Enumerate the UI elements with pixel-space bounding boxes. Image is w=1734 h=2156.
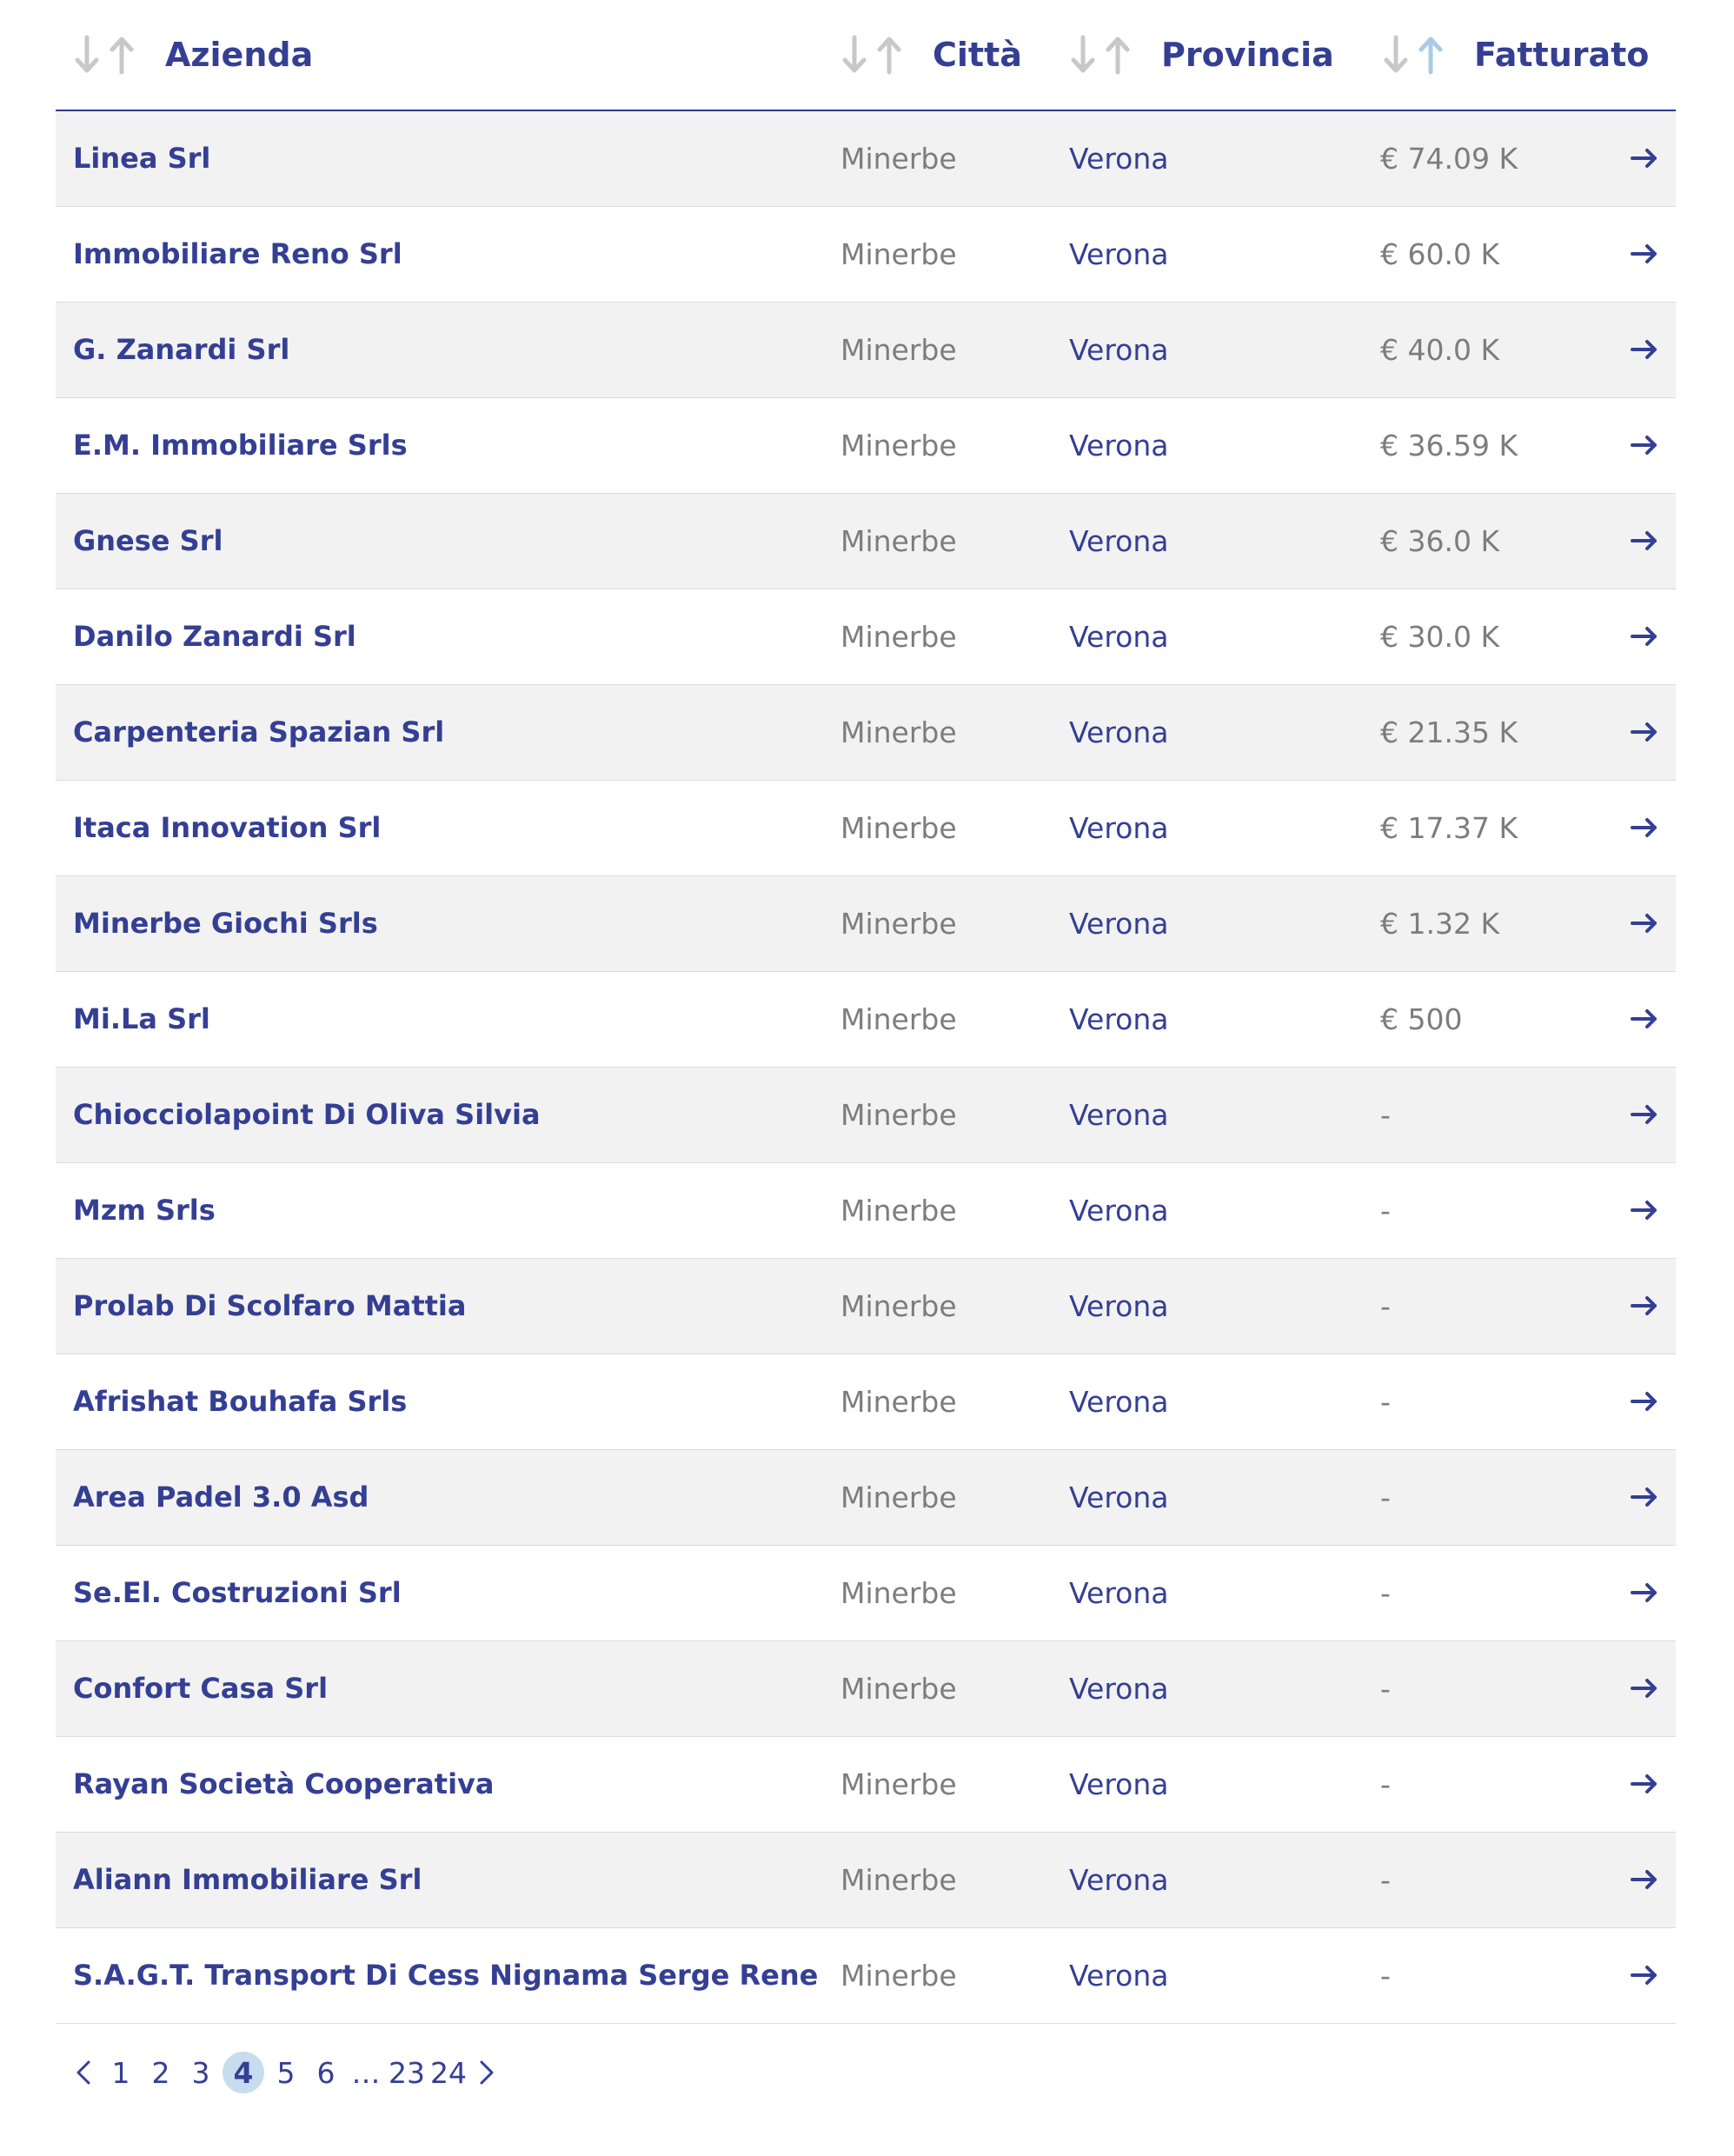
cell-citta: Minerbe xyxy=(840,1959,957,1993)
sort-asc-icon[interactable] xyxy=(875,35,903,75)
arrow-right-icon[interactable] xyxy=(1631,144,1658,172)
cell-fatturato: € 36.0 K xyxy=(1380,524,1500,558)
cell-provincia[interactable]: Verona xyxy=(1069,1289,1169,1323)
cell-azienda[interactable]: Confort Casa Srl xyxy=(73,1672,329,1705)
table-row[interactable] xyxy=(56,207,1676,303)
arrow-right-icon[interactable] xyxy=(1631,814,1658,842)
cell-provincia[interactable]: Verona xyxy=(1069,1767,1169,1801)
cell-azienda[interactable]: Gnese Srl xyxy=(73,524,223,557)
sort-controls xyxy=(840,35,910,75)
table-row[interactable] xyxy=(56,1450,1676,1546)
pagination xyxy=(66,2048,504,2097)
table-row[interactable] xyxy=(56,589,1676,685)
cell-provincia[interactable]: Verona xyxy=(1069,1576,1169,1610)
header-citta[interactable] xyxy=(840,0,1022,110)
cell-citta: Minerbe xyxy=(840,237,957,271)
table-row[interactable] xyxy=(56,1259,1676,1354)
cell-fatturato: - xyxy=(1380,1289,1391,1323)
cell-azienda[interactable]: Linea Srl xyxy=(73,142,211,175)
table-row[interactable] xyxy=(56,1068,1676,1163)
arrow-right-icon[interactable] xyxy=(1631,431,1658,459)
cell-azienda[interactable]: Carpenteria Spazian Srl xyxy=(73,715,445,749)
table-row[interactable] xyxy=(56,1163,1676,1259)
cell-azienda[interactable]: Minerbe Giochi Srls xyxy=(73,907,378,940)
table-row[interactable] xyxy=(56,781,1676,876)
cell-citta: Minerbe xyxy=(840,1767,957,1801)
header-fatturato[interactable] xyxy=(1382,0,1649,110)
pagination-page[interactable]: 2 xyxy=(151,2055,170,2090)
arrow-right-icon[interactable] xyxy=(1631,1196,1658,1224)
pagination-page[interactable]: 1 xyxy=(111,2055,130,2090)
arrow-right-icon[interactable] xyxy=(1631,240,1658,268)
table-row[interactable] xyxy=(56,398,1676,494)
cell-provincia[interactable]: Verona xyxy=(1069,237,1169,271)
pagination-page[interactable]: 24 xyxy=(430,2055,467,2090)
chevron-left-icon[interactable] xyxy=(66,2052,101,2093)
sort-desc-icon[interactable] xyxy=(840,35,868,75)
cell-fatturato: € 40.0 K xyxy=(1380,333,1500,367)
cell-fatturato: - xyxy=(1380,1672,1391,1706)
arrow-right-icon[interactable] xyxy=(1631,622,1658,650)
arrow-right-icon[interactable] xyxy=(1631,1101,1658,1128)
cell-provincia[interactable]: Verona xyxy=(1069,142,1169,176)
cell-azienda[interactable]: Afrishat Bouhafa Srls xyxy=(73,1385,408,1418)
cell-provincia[interactable]: Verona xyxy=(1069,1385,1169,1419)
sort-desc-icon[interactable] xyxy=(73,35,101,75)
sort-asc-icon[interactable] xyxy=(108,35,136,75)
cell-citta: Minerbe xyxy=(840,1385,957,1419)
cell-citta: Minerbe xyxy=(840,524,957,558)
table-row[interactable] xyxy=(56,1737,1676,1833)
arrow-right-icon[interactable] xyxy=(1631,1005,1658,1033)
cell-azienda[interactable]: Itaca Innovation Srl xyxy=(73,811,382,844)
cell-fatturato: € 74.09 K xyxy=(1380,142,1518,176)
table-row[interactable] xyxy=(56,494,1676,589)
table-header xyxy=(56,0,1676,111)
cell-fatturato: € 500 xyxy=(1380,1002,1463,1036)
arrow-right-icon[interactable] xyxy=(1631,527,1658,555)
cell-azienda[interactable]: Mzm Srls xyxy=(73,1194,216,1227)
cell-provincia[interactable]: Verona xyxy=(1069,1002,1169,1036)
table-row[interactable] xyxy=(56,685,1676,781)
header-label: Azienda xyxy=(165,36,314,74)
cell-citta: Minerbe xyxy=(840,907,957,941)
sort-controls xyxy=(1382,35,1452,75)
table-row[interactable] xyxy=(56,972,1676,1068)
cell-citta: Minerbe xyxy=(840,333,957,367)
cell-provincia[interactable]: Verona xyxy=(1069,1481,1169,1514)
cell-azienda[interactable]: Aliann Immobiliare Srl xyxy=(73,1863,422,1896)
cell-azienda[interactable]: Chiocciolapoint Di Oliva Silvia xyxy=(73,1098,541,1131)
cell-azienda[interactable]: Rayan Società Cooperativa xyxy=(73,1767,495,1800)
cell-fatturato: - xyxy=(1380,1194,1391,1228)
cell-provincia[interactable]: Verona xyxy=(1069,1098,1169,1132)
cell-fatturato: - xyxy=(1380,1576,1391,1610)
header-azienda[interactable] xyxy=(73,0,313,110)
chevron-right-icon[interactable] xyxy=(469,2052,504,2093)
cell-azienda[interactable]: Mi.La Srl xyxy=(73,1002,210,1035)
cell-provincia[interactable]: Verona xyxy=(1069,1959,1169,1993)
cell-provincia[interactable]: Verona xyxy=(1069,715,1169,749)
cell-citta: Minerbe xyxy=(840,1672,957,1706)
cell-fatturato: - xyxy=(1380,1863,1391,1897)
cell-citta: Minerbe xyxy=(840,142,957,176)
cell-citta: Minerbe xyxy=(840,1098,957,1132)
arrow-right-icon[interactable] xyxy=(1631,336,1658,363)
arrow-right-icon[interactable] xyxy=(1631,1770,1658,1798)
cell-citta: Minerbe xyxy=(840,1576,957,1610)
header-provincia[interactable] xyxy=(1069,0,1334,110)
cell-fatturato: € 1.32 K xyxy=(1380,907,1500,941)
cell-fatturato: - xyxy=(1380,1767,1391,1801)
cell-fatturato: - xyxy=(1380,1098,1391,1132)
arrow-right-icon[interactable] xyxy=(1631,1483,1658,1511)
cell-fatturato: € 21.35 K xyxy=(1380,715,1518,749)
table-body xyxy=(56,111,1676,2024)
pagination-page[interactable]: 23 xyxy=(389,2055,425,2090)
cell-provincia[interactable]: Verona xyxy=(1069,429,1169,462)
cell-azienda[interactable]: Se.El. Costruzioni Srl xyxy=(73,1576,402,1609)
cell-citta: Minerbe xyxy=(840,1194,957,1228)
table-row[interactable] xyxy=(56,1928,1676,2024)
sort-asc-icon[interactable] xyxy=(1417,35,1445,75)
cell-fatturato: - xyxy=(1380,1481,1391,1514)
cell-fatturato: € 36.59 K xyxy=(1380,429,1518,462)
cell-azienda[interactable]: G. Zanardi Srl xyxy=(73,333,290,366)
arrow-right-icon[interactable] xyxy=(1631,1292,1658,1320)
table-row[interactable] xyxy=(56,1833,1676,1928)
pagination-ellipsis: … xyxy=(351,2055,381,2090)
cell-azienda[interactable]: Area Padel 3.0 Asd xyxy=(73,1481,369,1514)
cell-provincia[interactable]: Verona xyxy=(1069,811,1169,845)
arrow-right-icon[interactable] xyxy=(1631,1961,1658,1989)
header-label: Fatturato xyxy=(1474,36,1650,74)
pagination-page[interactable]: 6 xyxy=(316,2055,336,2090)
cell-provincia[interactable]: Verona xyxy=(1069,907,1169,941)
cell-citta: Minerbe xyxy=(840,1481,957,1514)
cell-azienda[interactable]: Prolab Di Scolfaro Mattia xyxy=(73,1289,467,1322)
table-row[interactable] xyxy=(56,1641,1676,1737)
arrow-right-icon[interactable] xyxy=(1631,1674,1658,1702)
cell-provincia[interactable]: Verona xyxy=(1069,524,1169,558)
cell-citta: Minerbe xyxy=(840,811,957,845)
cell-provincia[interactable]: Verona xyxy=(1069,1672,1169,1706)
sort-controls xyxy=(73,35,143,75)
table-row[interactable] xyxy=(56,1354,1676,1450)
cell-azienda[interactable]: S.A.G.T. Transport Di Cess Nignama Serge Rene xyxy=(73,1959,819,1992)
cell-citta: Minerbe xyxy=(840,1002,957,1036)
cell-fatturato: € 60.0 K xyxy=(1380,237,1500,271)
arrow-right-icon[interactable] xyxy=(1631,718,1658,746)
sort-desc-icon[interactable] xyxy=(1382,35,1410,75)
table-row[interactable] xyxy=(56,1546,1676,1641)
cell-citta: Minerbe xyxy=(840,429,957,462)
cell-provincia[interactable]: Verona xyxy=(1069,1863,1169,1897)
table-row[interactable] xyxy=(56,303,1676,398)
pagination-page[interactable]: 3 xyxy=(191,2055,210,2090)
table-row[interactable] xyxy=(56,876,1676,972)
cell-azienda[interactable]: Immobiliare Reno Srl xyxy=(73,237,402,270)
header-label: Città xyxy=(933,36,1022,74)
arrow-right-icon[interactable] xyxy=(1631,909,1658,937)
sort-asc-icon[interactable] xyxy=(1104,35,1132,75)
cell-azienda[interactable]: E.M. Immobiliare Srls xyxy=(73,429,408,462)
table-row[interactable] xyxy=(56,111,1676,207)
pagination-page-current[interactable]: 4 xyxy=(223,2052,264,2093)
sort-desc-icon[interactable] xyxy=(1069,35,1097,75)
cell-citta: Minerbe xyxy=(840,1863,957,1897)
header-label: Provincia xyxy=(1161,36,1334,74)
arrow-right-icon[interactable] xyxy=(1631,1579,1658,1607)
pagination-page[interactable]: 5 xyxy=(276,2055,296,2090)
cell-azienda[interactable]: Danilo Zanardi Srl xyxy=(73,620,356,653)
cell-provincia[interactable]: Verona xyxy=(1069,333,1169,367)
sort-controls xyxy=(1069,35,1139,75)
company-table xyxy=(56,0,1676,2024)
arrow-right-icon[interactable] xyxy=(1631,1866,1658,1893)
arrow-right-icon[interactable] xyxy=(1631,1387,1658,1415)
cell-citta: Minerbe xyxy=(840,620,957,654)
cell-fatturato: - xyxy=(1380,1959,1391,1993)
cell-fatturato: € 17.37 K xyxy=(1380,811,1518,845)
cell-citta: Minerbe xyxy=(840,715,957,749)
cell-fatturato: - xyxy=(1380,1385,1391,1419)
cell-provincia[interactable]: Verona xyxy=(1069,620,1169,654)
cell-fatturato: € 30.0 K xyxy=(1380,620,1500,654)
cell-provincia[interactable]: Verona xyxy=(1069,1194,1169,1228)
cell-citta: Minerbe xyxy=(840,1289,957,1323)
